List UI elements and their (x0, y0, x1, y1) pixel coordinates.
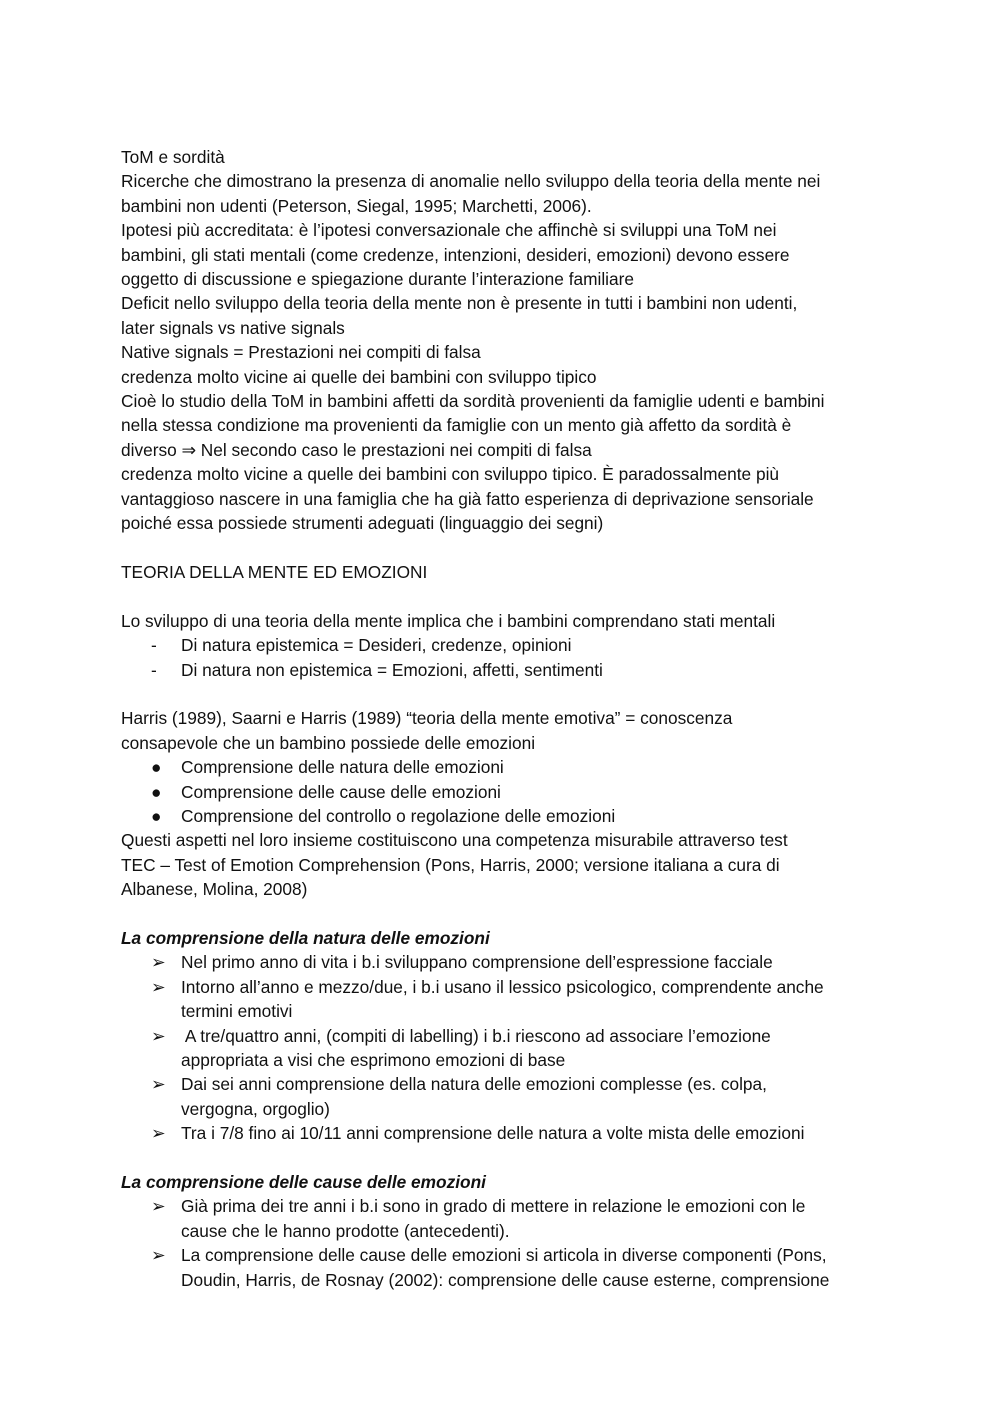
list-item-text: cause che le hanno prodotte (antecedenti). (181, 1220, 510, 1241)
intro-line: poiché essa possiede strumenti adeguati (linguaggio dei segni) (121, 513, 604, 534)
intro-line: credenza molto vicine a quelle dei bambini con sviluppo tipico. È paradossalmente più (121, 464, 780, 485)
arrow-list (121, 950, 881, 1145)
spacer (121, 1146, 881, 1170)
list-item (121, 1121, 881, 1145)
natura-section (121, 926, 881, 1146)
intro-line: diverso ⇒ Nel secondo caso le prestazioni nei compiti di falsa (121, 439, 592, 460)
intro-line: credenza molto vicine ai quelle dei bambini con sviluppo tipico (121, 366, 597, 387)
list-item-text: appropriata a visi che esprimono emozioni di base (181, 1049, 566, 1070)
intro-line: oggetto di discussione e spiegazione durante l’interazione familiare (121, 269, 634, 290)
arrow-marker: ➢ (151, 952, 166, 973)
list-item-text: La comprensione delle cause delle emozioni si articola in diverse componenti (Pons, (181, 1245, 827, 1266)
intro-line: bambini, gli stati mentali (come credenze, intenzioni, desideri, emozioni) devono essere (121, 244, 790, 265)
bullet-list (121, 755, 881, 828)
dash-marker: - (151, 635, 157, 656)
section-intro: Lo sviluppo di una teoria della mente implica che i bambini comprendano stati mentali (121, 610, 776, 631)
dash-marker: - (151, 659, 157, 680)
list-item-text: Comprensione delle cause delle emozioni (181, 781, 501, 802)
list-item-text: Dai sei anni comprensione della natura delle emozioni complesse (es. colpa, (181, 1074, 767, 1095)
list-item (121, 633, 881, 657)
spacer (121, 682, 881, 706)
intro-line: Ipotesi più accreditata: è l’ipotesi conversazionale che affinchè si sviluppi una ToM nei (121, 220, 777, 241)
cause-section (121, 1170, 881, 1292)
arrow-marker: ➢ (151, 1025, 166, 1046)
bullet-marker: ● (151, 781, 162, 802)
intro-line: vantaggioso nascere in una famiglia che ha già fatto esperienza di deprivazione sensoriale (121, 488, 814, 509)
section-heading: La comprensione delle cause delle emozioni (121, 1171, 486, 1192)
list-item (121, 755, 881, 779)
spacer (121, 536, 881, 560)
list-item (121, 975, 881, 1024)
emozioni-section (121, 560, 881, 902)
tec-line: Albanese, Molina, 2008) (121, 879, 308, 900)
intro-line: Ricerche che dimostrano la presenza di anomalie nello sviluppo della teoria della mente nei (121, 171, 821, 192)
arrow-marker: ➢ (151, 976, 166, 997)
intro-title: ToM e sordità (121, 147, 225, 167)
list-item-text: A tre/quattro anni, (compiti di labelling) i b.i riescono ad associare l’emozione (181, 1025, 771, 1046)
harris-line: Harris (1989), Saarni e Harris (1989) “teoria della mente emotiva” = conoscenza (121, 708, 733, 729)
intro-section (121, 145, 881, 536)
spacer (121, 584, 881, 608)
document-page (121, 145, 881, 1292)
list-item-text: Doudin, Harris, de Rosnay (2002): comprensione delle cause esterne, comprensione (181, 1269, 830, 1290)
intro-line: bambini non udenti (Peterson, Siegal, 1995; Marchetti, 2006). (121, 195, 592, 216)
list-item-text: Già prima dei tre anni i b.i sono in grado di mettere in relazione le emozioni con le (181, 1196, 806, 1217)
list-item-text: Comprensione delle natura delle emozioni (181, 757, 504, 778)
list-item (121, 1072, 881, 1121)
spacer (121, 902, 881, 926)
intro-line: Native signals = Prestazioni nei compiti di falsa (121, 342, 481, 363)
list-item (121, 780, 881, 804)
arrow-marker: ➢ (151, 1074, 166, 1095)
list-item (121, 1194, 881, 1243)
list-item (121, 1243, 881, 1292)
arrow-marker: ➢ (151, 1245, 166, 1266)
bullet-marker: ● (151, 805, 162, 826)
tec-line: Questi aspetti nel loro insieme costituiscono una competenza misurabile attraverso test (121, 830, 788, 851)
section-heading: La comprensione della natura delle emozioni (121, 927, 490, 948)
list-item-text: Nel primo anno di vita i b.i sviluppano comprensione dell’espressione facciale (181, 952, 773, 973)
list-item-text: Di natura epistemica = Desideri, credenze, opinioni (181, 635, 572, 656)
list-item (121, 950, 881, 974)
list-item-text: Di natura non epistemica = Emozioni, affetti, sentimenti (181, 659, 603, 680)
intro-line: later signals vs native signals (121, 317, 345, 338)
intro-line: Deficit nello sviluppo della teoria della mente non è presente in tutti i bambini non udenti, (121, 293, 798, 314)
dash-list (121, 633, 881, 682)
list-item-text: Comprensione del controllo o regolazione delle emozioni (181, 805, 616, 826)
list-item-text: Intorno all’anno e mezzo/due, i b.i usano il lessico psicologico, comprendente anche (181, 976, 824, 997)
list-item (121, 804, 881, 828)
list-item (121, 1024, 881, 1073)
list-item-text: Tra i 7/8 fino ai 10/11 anni comprensione delle natura a volte mista delle emozioni (181, 1123, 805, 1144)
section-heading: TEORIA DELLA MENTE ED EMOZIONI (121, 561, 428, 582)
intro-line: Cioè lo studio della ToM in bambini affetti da sordità provenienti da famiglie udenti e bambini (121, 391, 825, 412)
arrow-list (121, 1194, 881, 1292)
tec-line: TEC – Test of Emotion Comprehension (Pons, Harris, 2000; versione italiana a cura di (121, 854, 780, 875)
list-item (121, 658, 881, 682)
bullet-marker: ● (151, 757, 162, 778)
list-item-text: termini emotivi (181, 1001, 293, 1022)
intro-line: nella stessa condizione ma provenienti da famiglie con un mento già affetto da sordità è (121, 415, 792, 436)
arrow-marker: ➢ (151, 1123, 166, 1144)
harris-line: consapevole che un bambino possiede delle emozioni (121, 732, 536, 753)
arrow-marker: ➢ (151, 1196, 166, 1217)
list-item-text: vergogna, orgoglio) (181, 1098, 330, 1119)
